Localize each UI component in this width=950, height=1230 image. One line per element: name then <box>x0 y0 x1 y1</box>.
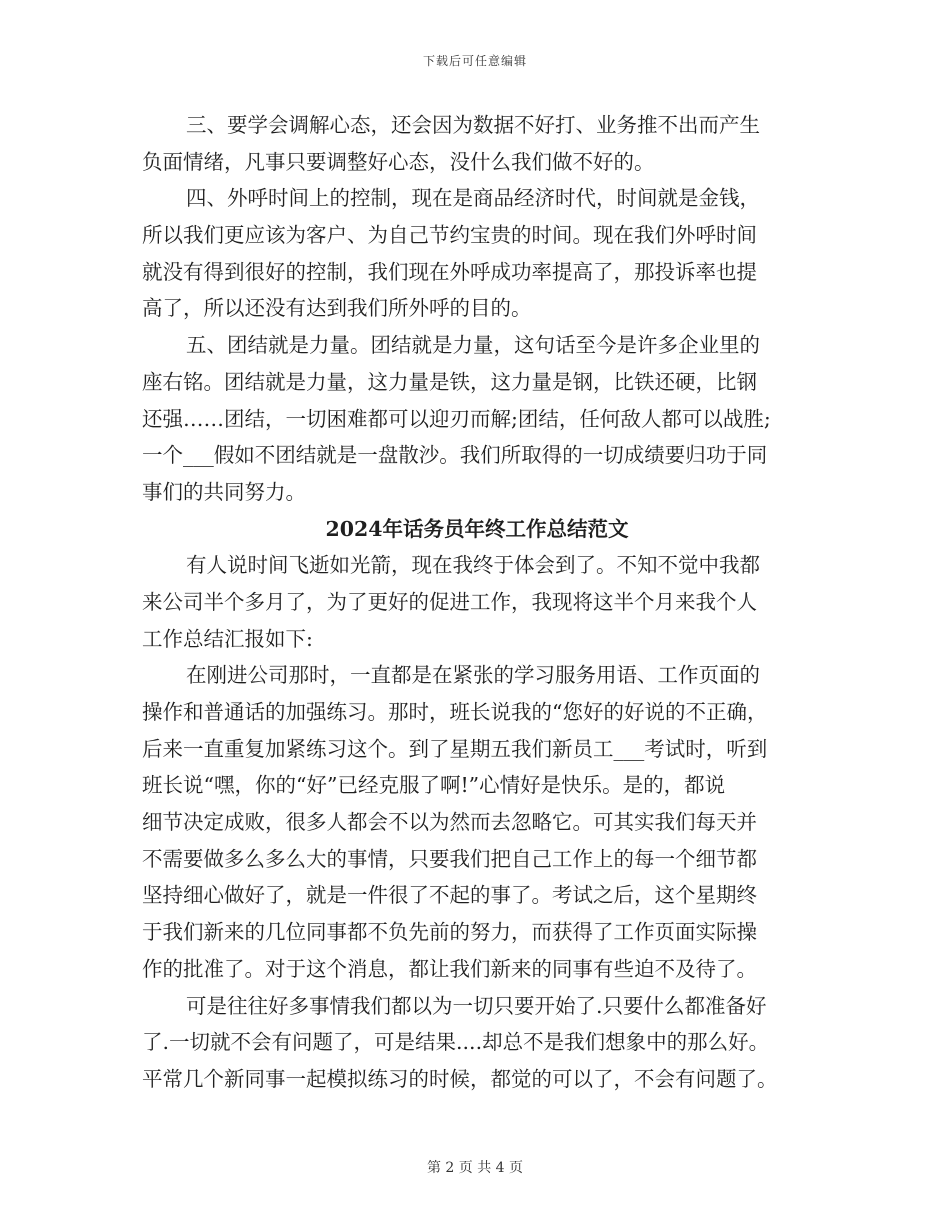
text-line: 事们的共同努力。 <box>142 479 306 504</box>
page-footer: 第 2 页 共 4 页 <box>426 1160 524 1176</box>
text-line: 五、团结就是力量。团结就是力量，这句话至今是许多企业里的 <box>186 333 760 358</box>
text-line: 后来一直重复加紧练习这个。到了星期五我们新员工___考试时，听到 <box>142 736 768 761</box>
text-line: 于我们新来的几位同事都不负先前的努力，而获得了工作页面实际操 <box>142 920 757 945</box>
page-header: 下载后可任意编辑 <box>422 54 527 68</box>
text-line: 工作总结汇报如下: <box>142 626 313 651</box>
text-line: 高了，所以还没有达到我们所外呼的目的。 <box>142 296 532 321</box>
text-line: 一个___假如不团结就是一盘散沙。我们所取得的一切成绩要归功于同 <box>142 443 768 468</box>
text-line: 负面情绪，凡事只要调整好心态，没什么我们做不好的。 <box>142 149 655 174</box>
text-line: 可是往往好多事情我们都以为一切只要开始了.只要什么都准备好 <box>186 993 767 1018</box>
text-line: 在刚进公司那时，一直都是在紧张的学习服务用语、工作页面的 <box>186 663 760 688</box>
text-line: 四、外呼时间上的控制，现在是商品经济时代，时间就是金钱， <box>186 186 760 211</box>
section-title: 2024年话务员年终工作总结范文 <box>325 516 629 541</box>
text-line: 就没有得到很好的控制，我们现在外呼成功率提高了，那投诉率也提 <box>142 259 757 284</box>
text-line: 所以我们更应该为客户、为自己节约宝贵的时间。现在我们外呼时间 <box>142 223 757 248</box>
text-line: 细节决定成败，很多人都会不以为然而去忽略它。可其实我们每天并 <box>142 810 757 835</box>
text-line: 平常几个新同事一起模拟练习的时候，都觉的可以了，不会有问题了。 <box>142 1066 778 1091</box>
text-line: 来公司半个多月了，为了更好的促进工作，我现将这半个月来我个人 <box>142 589 757 614</box>
text-line: 座右铭。团结就是力量，这力量是铁，这力量是钢，比铁还硬，比钢 <box>142 369 757 394</box>
document-body <box>142 107 812 1098</box>
text-line: 坚持细心做好了，就是一件很了不起的事了。考试之后，这个星期终 <box>142 883 757 908</box>
text-line: 了.一切就不会有问题了，可是结果....却总不是我们想象中的那么好。 <box>142 1030 770 1055</box>
text-line: 还强……团结，一切困难都可以迎刃而解;团结，任何敌人都可以战胜; <box>142 406 771 431</box>
text-line: 不需要做多么多么大的事情，只要我们把自己工作上的每一个细节都 <box>142 846 757 871</box>
text-line: 三、要学会调解心态，还会因为数据不好打、业务推不出而产生 <box>186 113 760 137</box>
text-line: 操作和普通话的加强练习。那时，班长说我的“您好的好说的不正确， <box>142 700 768 724</box>
text-line: 有人说时间飞逝如光箭，现在我终于体会到了。不知不觉中我都 <box>186 553 760 578</box>
text-line: 班长说“嘿，你的“好”已经克服了啊!”心情好是快乐。是的，都说 <box>142 773 726 798</box>
text-line: 作的批准了。对于这个消息，都让我们新来的同事有些迫不及待了。 <box>142 956 757 981</box>
